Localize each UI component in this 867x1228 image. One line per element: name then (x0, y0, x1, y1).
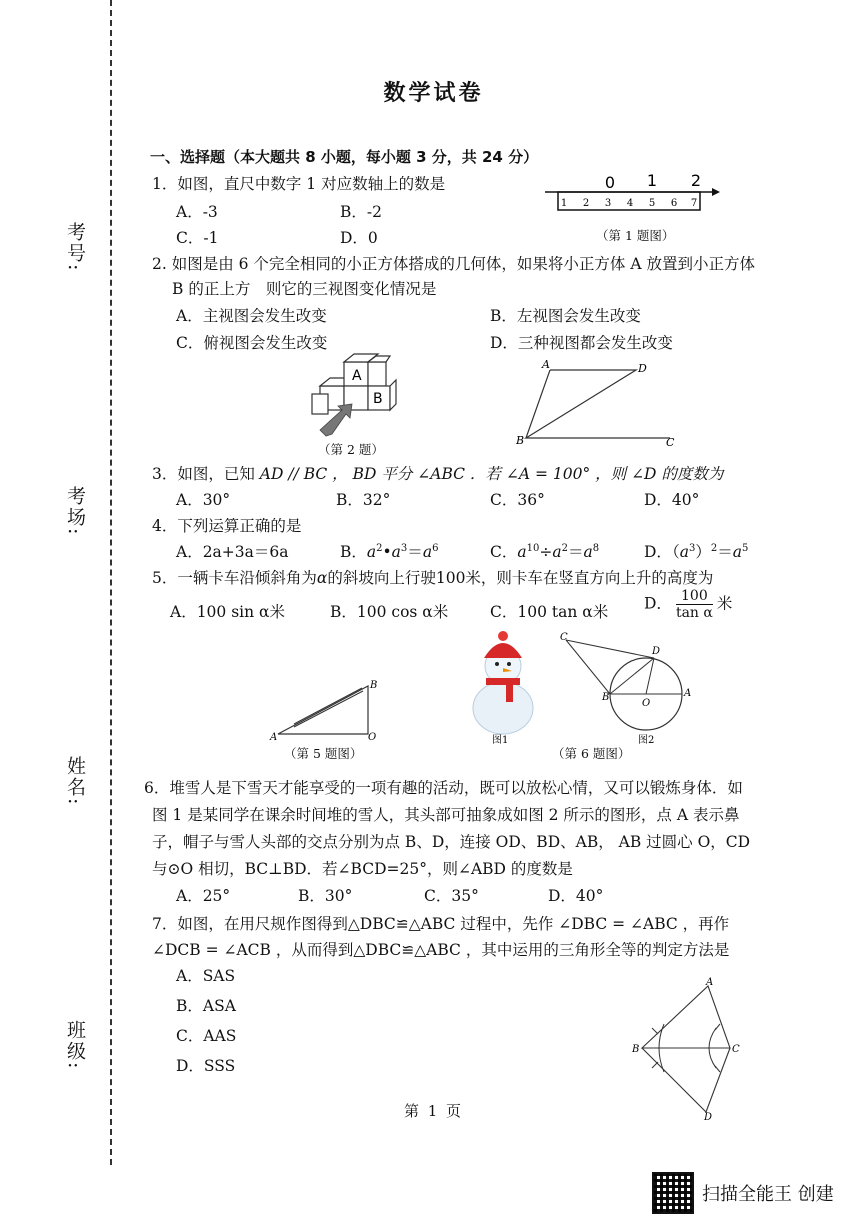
q2-cubes-figure (306, 352, 406, 440)
ruler-mark: 2 (582, 198, 590, 209)
q4-option-a: A．2a+3a＝6a (176, 543, 289, 561)
point-c-label: C (560, 632, 568, 643)
q5-slope-figure (264, 676, 384, 742)
q3-option-d: D．40° (644, 491, 700, 509)
q7-option-a: A．SAS (176, 967, 236, 985)
binding-dashed-line (110, 0, 112, 1165)
q2-option-a: A．主视图会发生改变 (176, 307, 327, 325)
q1-option-a: A．-3 (176, 203, 218, 221)
q4-option-b: B．$a^2•a^3=a^6$ (340, 542, 439, 561)
point-b-label: B (602, 692, 610, 703)
ruler-mark: 3 (604, 198, 612, 209)
class-label: 班级: (64, 1020, 86, 1071)
q5-caption: （第 5 题图） (284, 746, 363, 761)
point-c-label: C (732, 1044, 740, 1055)
q6-option-a: A．25° (176, 887, 231, 905)
ruler-mark: 1 (560, 198, 568, 209)
exam-number-label: 考号: (64, 222, 86, 273)
point-o-label: O (642, 698, 651, 709)
q6-caption: （第 6 题图） (552, 746, 631, 761)
point-a-label: A (706, 977, 714, 988)
point-b-label: B (632, 1044, 640, 1055)
cube-a-label: A (352, 368, 362, 384)
point-d-label: D (638, 362, 647, 375)
q2-stem-line1: 2. 如图是由 6 个完全相同的小正方体搭成的几何体，如果将小正方体 A 放置到小正方体 (152, 255, 755, 273)
name-label: 姓名: (64, 756, 86, 807)
point-a-label: A (270, 732, 278, 742)
q6-option-b: B．30° (298, 887, 353, 905)
point-d-label: D (704, 1112, 713, 1120)
fig1-caption: 图1 (492, 735, 509, 744)
exam-room-label: 考场: (64, 486, 86, 537)
q6-line3: 子，帽子与雪人头部的交点分别为点 B、D，连接 OD、BD、AB， AB 过圆心 O，CD (152, 833, 751, 851)
q6-line1: 6．堆雪人是下雪天才能享受的一项有趣的活动，既可以放松心情，又可以锻炼身体．如 (144, 779, 743, 797)
q1-caption: （第 1 题图） (596, 228, 675, 243)
q6-option-d: D．40° (548, 887, 604, 905)
point-b-label: B (516, 434, 525, 447)
watermark (652, 1172, 834, 1214)
q2-caption: （第 2 题） (318, 442, 384, 457)
q4-option-d: D．$(a^3)^2=a^5$ (644, 542, 749, 561)
q6-snowman-figure (462, 626, 544, 744)
axis-label: 1 (646, 171, 658, 190)
page-footer: 第 1 页 (403, 1102, 464, 1120)
point-c-label: C (666, 436, 675, 448)
q4-option-c: C．$a^{10}\div a^2=a^8$ (490, 542, 600, 561)
point-a-label: A (542, 358, 550, 371)
q5-option-d: D． $\frac{100}{\text{tan α}}$ 米 (644, 588, 733, 621)
watermark-text: 扫描全能王 创建 (702, 1184, 834, 1205)
q5-option-b: B．100 cos α米 (330, 603, 449, 621)
cube-b-label: B (373, 391, 383, 407)
ruler-mark: 6 (670, 198, 678, 209)
q7-option-c: C．AAS (176, 1027, 237, 1045)
point-a-label: A (684, 688, 692, 699)
q3-option-a: A．30° (176, 491, 231, 509)
fig2-caption: 图2 (638, 735, 655, 744)
q7-construction-figure (624, 976, 754, 1120)
q3-option-c: C．36° (490, 491, 545, 509)
ruler-mark: 4 (626, 198, 634, 209)
q1-ruler-figure (540, 168, 720, 218)
q5-stem: 5．一辆卡车沿倾斜角为α的斜坡向上行驶100米，则卡车在竖直方向上升的高度为 (152, 569, 714, 587)
page-title: 数学试卷 (383, 81, 484, 106)
axis-label: 2 (690, 171, 702, 190)
q2-option-b: B．左视图会发生改变 (490, 307, 641, 325)
q2-stem-line2: B 的正上方 则它的三视图变化情况是 (172, 280, 437, 298)
q3-stem: 3．如图，已知 AD // BC ， BD 平分 ∠ABC ．若 ∠A = 100° ，则 ∠D 的度数为 (152, 465, 724, 483)
q1-option-d: D．0 (340, 229, 378, 247)
q5-option-a: A．100 sin α米 (170, 603, 285, 621)
q7-option-b: B．ASA (176, 997, 236, 1015)
q1-option-c: C．-1 (176, 229, 219, 247)
q5-option-c: C．100 tan α米 (490, 603, 609, 621)
qr-code-icon (652, 1172, 694, 1214)
q2-option-c: C．俯视图会发生改变 (176, 334, 328, 352)
q4-stem: 4．下列运算正确的是 (152, 517, 302, 535)
point-o-label: O (368, 732, 377, 742)
axis-label: 0 (604, 173, 616, 192)
q1-stem: 1．如图，直尺中数字 1 对应数轴上的数是 (152, 175, 446, 193)
q3-parallelogram-figure (512, 356, 682, 448)
q6-option-c: C．35° (424, 887, 479, 905)
ruler-mark: 5 (648, 198, 656, 209)
point-d-label: D (652, 646, 661, 657)
q7-line1: 7．如图，在用尺规作图得到△DBC≌△ABC 过程中，先作 ∠DBC = ∠ABC ，再作 (152, 915, 730, 933)
ruler-mark: 7 (690, 198, 698, 209)
q6-circle-figure (556, 626, 692, 744)
q6-line2: 图 1 是某同学在课余时间堆的雪人，其头部可抽象成如图 2 所示的图形，点 A 表示鼻 (152, 806, 740, 824)
q6-line4: 与⊙O 相切，BC⊥BD．若∠BCD=25°，则∠ABD 的度数是 (152, 860, 573, 878)
q2-option-d: D．三种视图都会发生改变 (490, 334, 673, 352)
q7-option-d: D．SSS (176, 1057, 236, 1075)
q1-option-b: B．-2 (340, 203, 382, 221)
section-heading: 一、选择题（本大题共 8 小题，每小题 3 分，共 24 分） (150, 148, 539, 166)
q7-line2: ∠DCB = ∠ACB ，从而得到△DBC≌△ABC ，其中运用的三角形全等的判定方法是 (152, 941, 730, 959)
q3-option-b: B．32° (336, 491, 391, 509)
point-b-label: B (370, 680, 378, 691)
